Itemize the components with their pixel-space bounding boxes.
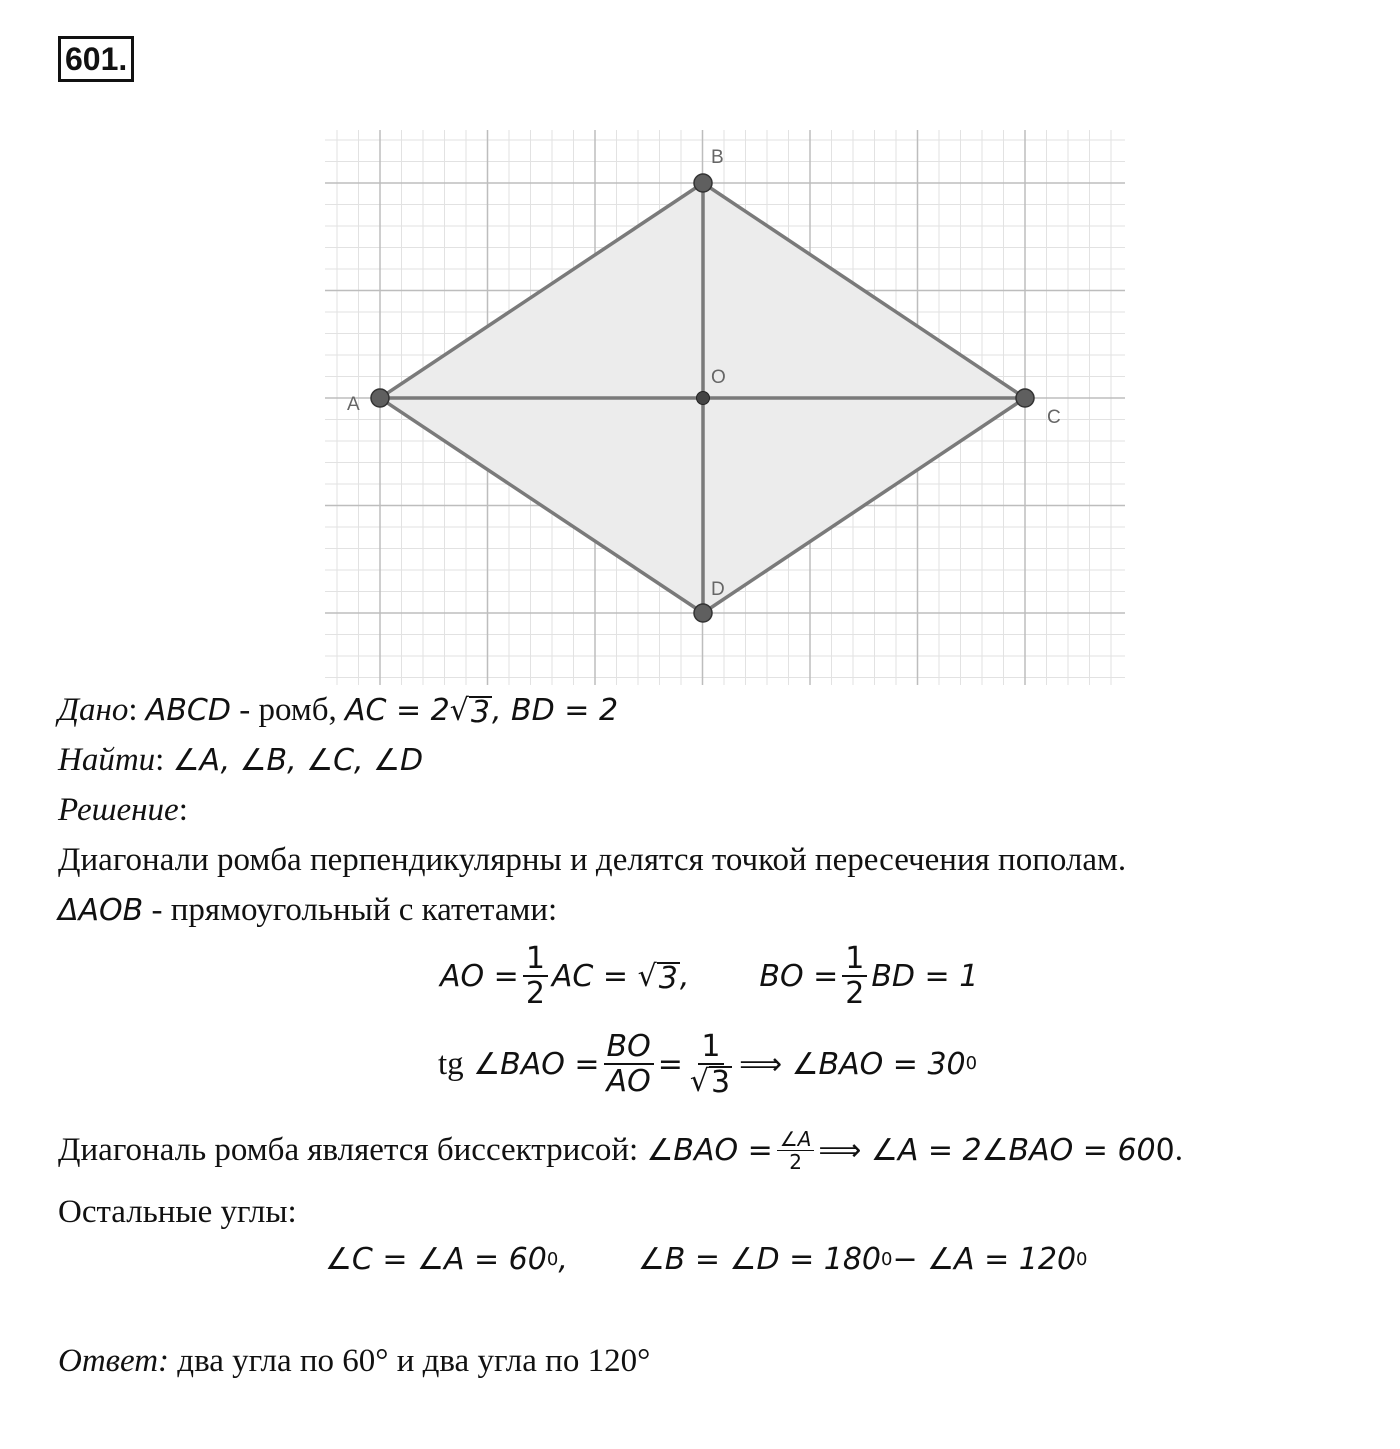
find-angles: ∠A, ∠B, ∠C, ∠D [172, 743, 424, 778]
equation-remaining-angles: ∠C = ∠A = 60 0 , ∠B = ∠D = 180 0 − ∠A = 120 0 [325, 1242, 1088, 1277]
answer-label: Ответ: [58, 1343, 170, 1379]
point-o [697, 392, 710, 405]
answer-text: два угла по 60° и два угла по 120° [169, 1343, 651, 1379]
label-b: B [711, 147, 724, 168]
given-figure-name: ABCD [145, 693, 231, 728]
given-label: Дано [58, 692, 129, 728]
equation-tangent: tg ∠BAO = $\frac{BO}{AO}$ = 1 √ 3 ⟹ ∠BAO = 30 0 [438, 1029, 978, 1100]
label-a: A [347, 394, 360, 415]
find-line: Найти: ∠A, ∠B, ∠C, ∠D [58, 742, 424, 778]
triangle-aob: ΔAOB [58, 893, 144, 928]
problem-number: 601. [58, 36, 134, 82]
fraction-half-1: $\frac{1}{2}$ [523, 942, 548, 1010]
point-c [1016, 389, 1034, 407]
remaining-angles-label: Остальные углы: [58, 1194, 297, 1230]
rhombus-figure [325, 130, 1125, 685]
given-line: Дано: ABCD - ромб, AC = 2 √ 3 , BD = 2 [58, 692, 619, 730]
label-d: D [711, 579, 725, 600]
given-dash-text: - ромб, [230, 692, 345, 728]
solution-line-2: ΔAOB - прямоугольный с катетами: [58, 892, 558, 928]
label-c: C [1047, 407, 1061, 428]
point-b [694, 174, 712, 192]
solution-line-1: Диагонали ромба перпендикулярны и делятся точкой пересечения пополам. [58, 842, 1127, 878]
solution-label-line: Решение: [58, 792, 188, 828]
point-d [694, 604, 712, 622]
answer-line [58, 1343, 650, 1380]
given-ac: AC = 2 √ 3 , BD = 2 [345, 693, 619, 730]
label-o: O [711, 367, 726, 388]
fraction-one-sqrt3: 1 √ 3 [689, 1029, 731, 1100]
fraction-half-2: $\frac{1}{2}$ [842, 942, 867, 1010]
find-label: Найти [58, 742, 156, 778]
solution-label: Решение [58, 792, 179, 828]
bisector-line: Диагональ ромба является биссектрисой: ∠BAO = $\frac{\angle A}{2}$ ⟹ ∠A = 2∠BAO = 60 0 . [58, 1127, 1183, 1174]
point-a [371, 389, 389, 407]
fraction-bo-ao: $\frac{BO}{AO}$ [604, 1030, 654, 1098]
fraction-angle-a-half: $\frac{\angle A}{2}$ [777, 1128, 815, 1173]
equation-ao-bo: AO = $\frac{1}{2}$ AC = √ 3 , BO = $\frac{1}{2}$ BD = 1 [440, 941, 979, 1011]
